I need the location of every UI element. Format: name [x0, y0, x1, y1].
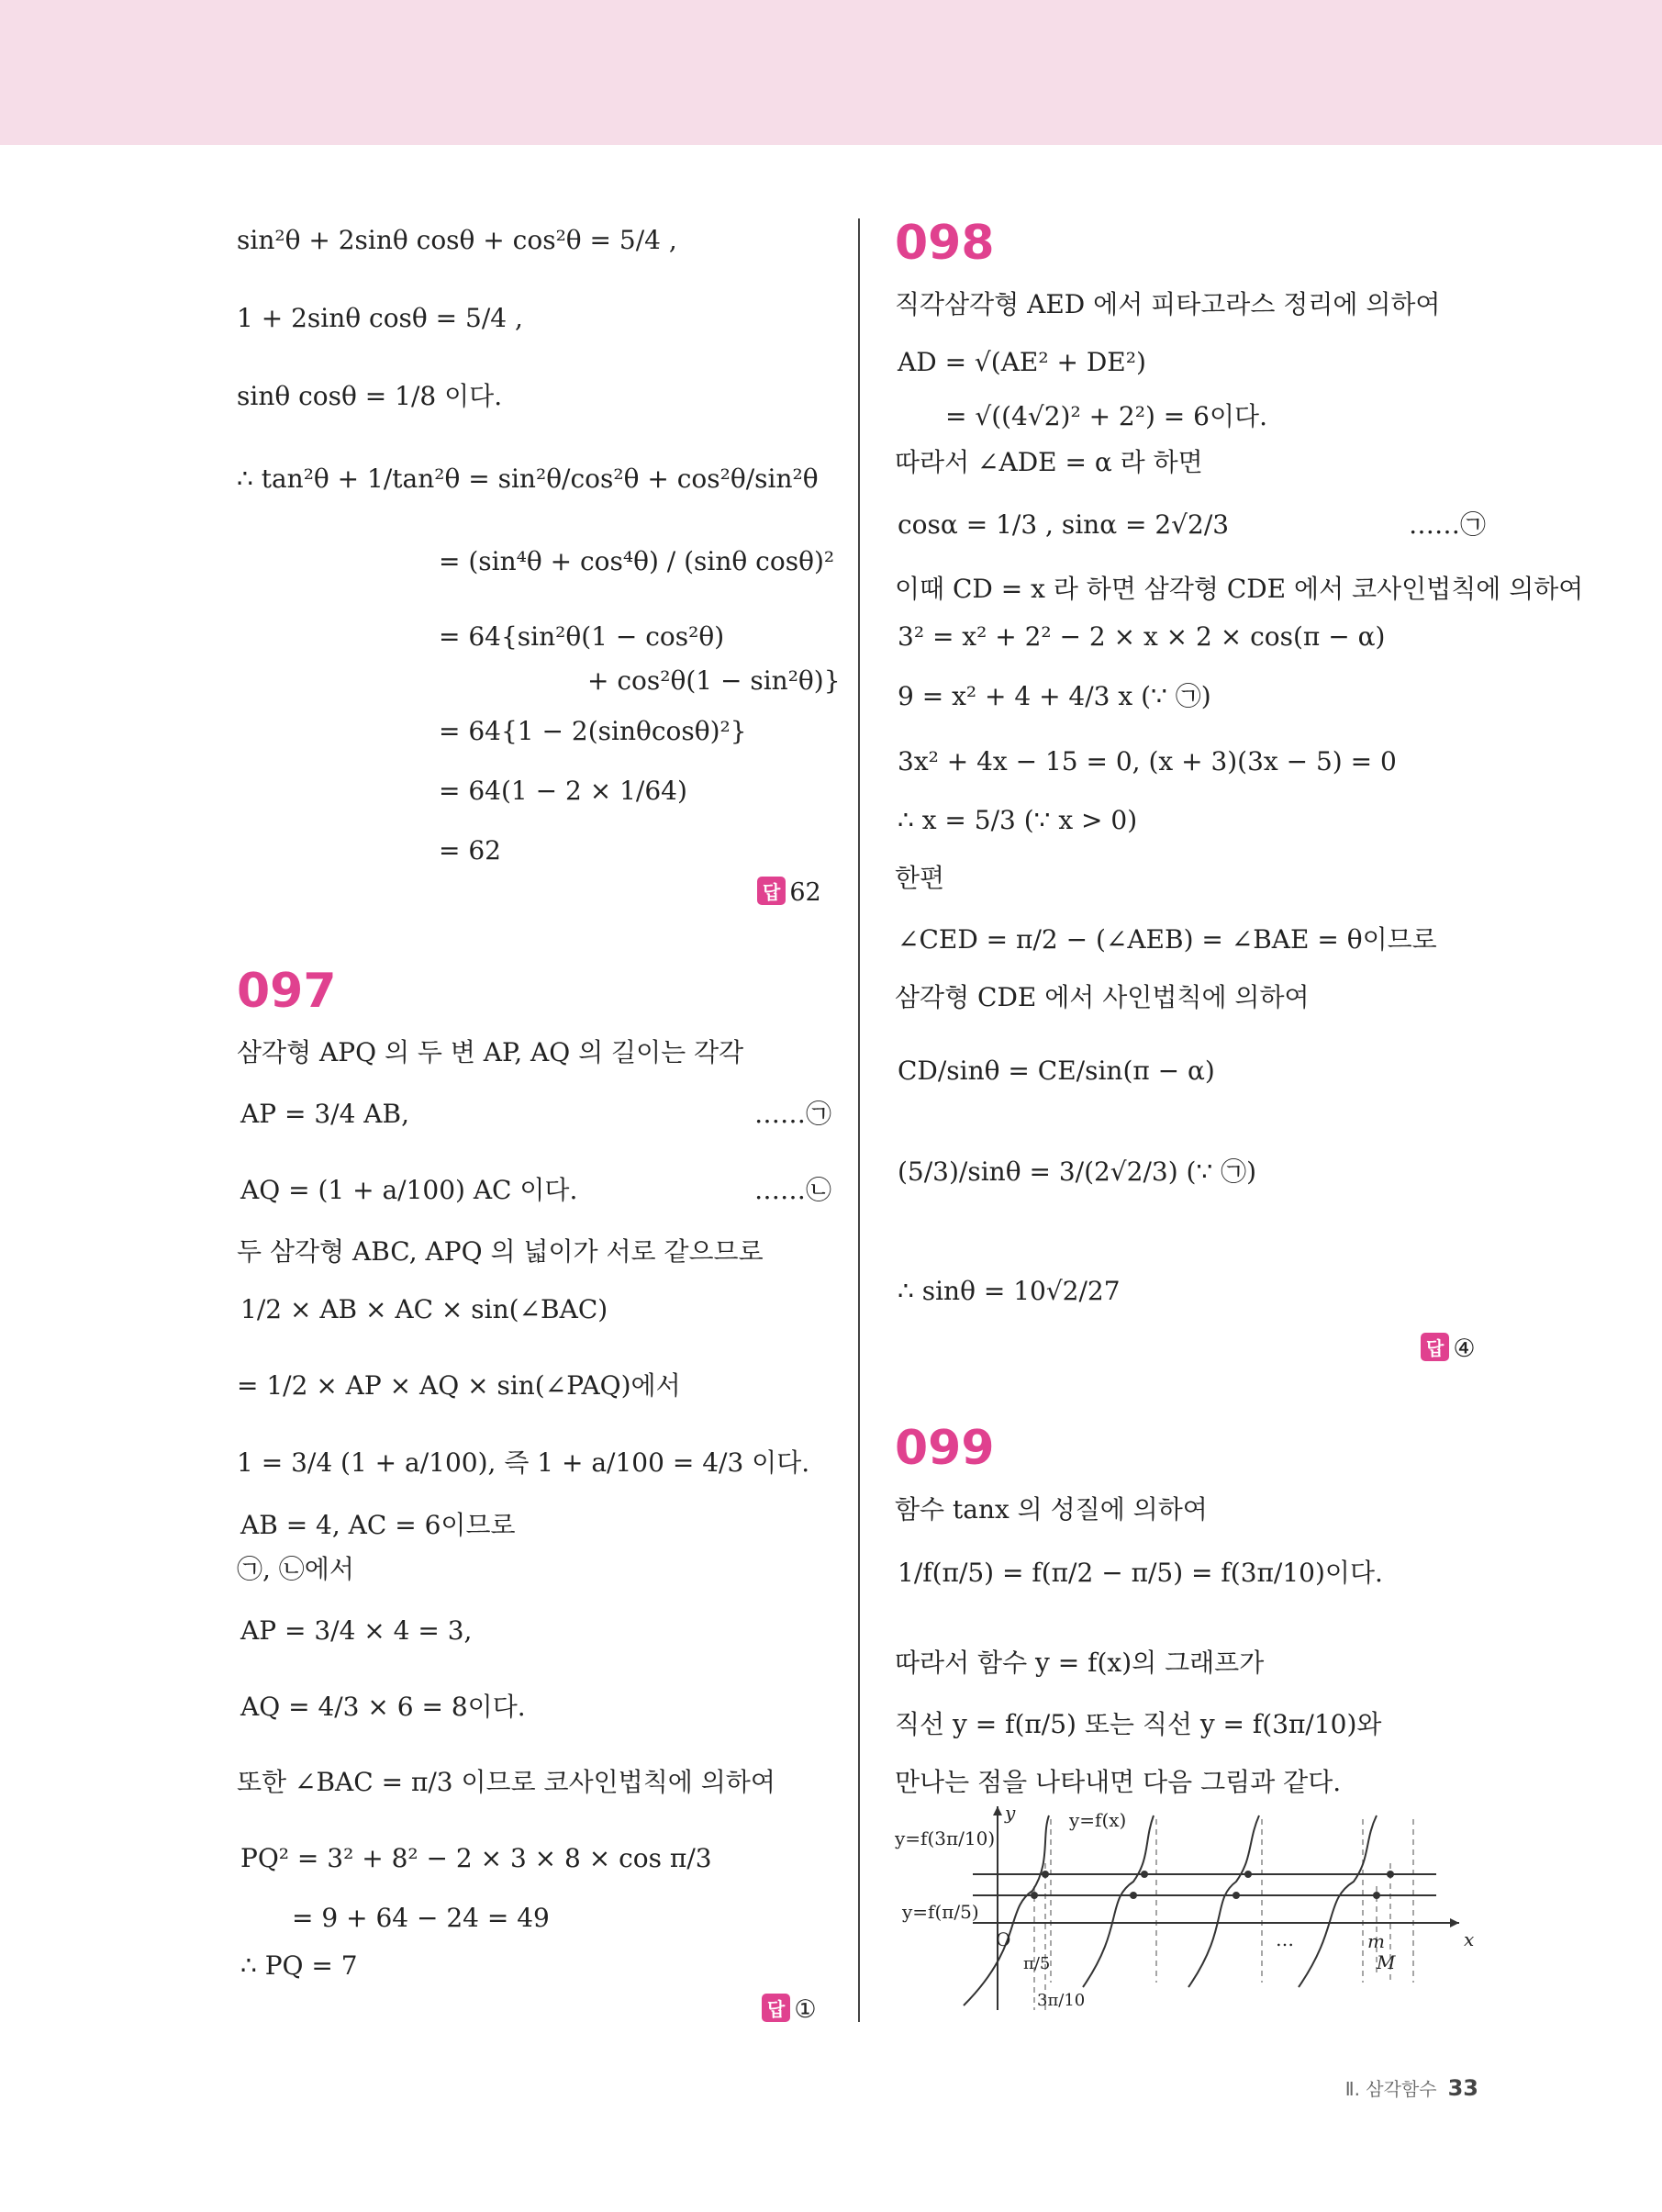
- text-line: 직각삼각형 AED 에서 피타고라스 정리에 의하여: [895, 289, 1441, 319]
- eq-line: AP = 3/4 AB,: [240, 1099, 409, 1129]
- intersection-point: [1141, 1871, 1148, 1878]
- eq-line: AQ = (1 + a/100) AC 이다.: [240, 1175, 578, 1205]
- intersection-point: [1042, 1871, 1049, 1878]
- page-number: 33: [1447, 2075, 1478, 2101]
- eq-line: = 64{sin²θ(1 − cos²θ): [439, 621, 725, 652]
- tick-pi-over-5: π/5: [1023, 1954, 1051, 1973]
- page-footer: [1345, 2074, 1478, 2101]
- eq-line: = 9 + 64 − 24 = 49: [292, 1903, 550, 1933]
- text-line: 이때 CD = x 라 하면 삼각형 CDE 에서 코사인법칙에 의하여: [895, 574, 1584, 604]
- answer-value: ④: [1453, 1335, 1476, 1363]
- eq-line: AB = 4, AC = 6이므로: [240, 1510, 516, 1540]
- eq-line: CD/sinθ = CE/sin(π − α): [898, 1056, 1215, 1086]
- y-arrow: [993, 1806, 1002, 1815]
- answer-097: [762, 1994, 817, 2024]
- eq-line: = 62: [439, 835, 501, 866]
- eq-line: cosα = 1/3 , sinα = 2√2/3: [898, 509, 1230, 540]
- eq-line: AP = 3/4 × 4 = 3,: [240, 1615, 473, 1646]
- intersection-point: [1130, 1892, 1137, 1899]
- x-arrow: [1450, 1918, 1459, 1927]
- origin-label: O: [996, 1928, 1011, 1950]
- eq-line: ∴ tan²θ + 1/tan²θ = sin²θ/cos²θ + cos²θ/sin²θ: [237, 464, 819, 494]
- big-m-label: M: [1377, 1951, 1396, 1973]
- answer-096: [757, 877, 821, 907]
- answer-label: 답: [762, 1994, 790, 2022]
- eq-line: 1/2 × AB × AC × sin(∠BAC): [240, 1294, 608, 1324]
- intersection-point: [1387, 1871, 1394, 1878]
- tan-curve: [1083, 1815, 1154, 1987]
- curve-label: y=f(x): [1069, 1809, 1127, 1831]
- text-line: 따라서 ∠ADE = α 라 하면: [895, 447, 1203, 477]
- text-line: ㉠, ㉡에서: [237, 1554, 354, 1584]
- text-line: 또한 ∠BAC = π/3 이므로 코사인법칙에 의하여: [237, 1767, 775, 1797]
- chapter-label: Ⅱ. 삼각함수: [1344, 2078, 1437, 2100]
- lower-line-label: y=f(π/5): [902, 1901, 979, 1923]
- text-line: 직선 y = f(π/5) 또는 직선 y = f(3π/10)와: [895, 1709, 1382, 1739]
- eq-line: 1 = 3/4 (1 + a/100), 즉 1 + a/100 = 4/3 이다.: [237, 1447, 810, 1478]
- eq-line: PQ² = 3² + 8² − 2 × 3 × 8 × cos π/3: [240, 1843, 712, 1873]
- column-divider: [858, 218, 860, 2022]
- eq-line: AD = √(AE² + DE²): [898, 347, 1146, 377]
- eq-line: = (sin⁴θ + cos⁴θ) / (sinθ cosθ)²: [439, 546, 835, 576]
- upper-line-label: y=f(3π/10): [895, 1827, 996, 1849]
- mark: ……㉠: [754, 1099, 832, 1129]
- m-label: m: [1367, 1930, 1385, 1952]
- intersection-point: [1031, 1892, 1038, 1899]
- text-line: 함수 tanx 의 성질에 의하여: [895, 1494, 1208, 1525]
- text-line: 따라서 함수 y = f(x)의 그래프가: [895, 1648, 1265, 1678]
- eq-line: = 64(1 − 2 × 1/64): [439, 776, 687, 806]
- header-band: [0, 0, 1662, 145]
- text-line: 두 삼각형 ABC, APQ 의 넓이가 서로 같으므로: [237, 1236, 764, 1267]
- answer-098: [1421, 1333, 1476, 1363]
- eq-line: ∠CED = π/2 − (∠AEB) = ∠BAE = θ이므로: [898, 924, 1437, 955]
- eq-line: (5/3)/sinθ = 3/(2√2/3) (∵ ㉠): [898, 1156, 1257, 1187]
- eq-line: 1 + 2sinθ cosθ = 5/4 ,: [237, 303, 523, 333]
- eq-line: ∴ PQ = 7: [240, 1950, 358, 1981]
- answer-label: 답: [757, 877, 786, 905]
- ellipsis: …: [1276, 1928, 1294, 1950]
- answer-value: 62: [789, 878, 821, 907]
- answer-label: 답: [1421, 1333, 1449, 1361]
- eq-line: sinθ cosθ = 1/8 이다.: [237, 381, 503, 411]
- tan-curve: [1299, 1815, 1377, 1987]
- eq-line: ∴ sinθ = 10√2/27: [898, 1276, 1121, 1306]
- intersection-point: [1233, 1892, 1240, 1899]
- eq-line: 1/f(π/5) = f(π/2 − π/5) = f(3π/10)이다.: [898, 1558, 1383, 1588]
- tan-graph: [895, 1799, 1482, 2033]
- eq-line: ∴ x = 5/3 (∵ x > 0): [898, 805, 1138, 835]
- eq-line: = 64{1 − 2(sinθcosθ)²}: [439, 716, 747, 746]
- text-line: 삼각형 APQ 의 두 변 AP, AQ 의 길이는 각각: [237, 1037, 744, 1067]
- y-label: y: [1005, 1802, 1016, 1824]
- problem-number-097: 097: [237, 964, 337, 1019]
- intersection-point: [1373, 1892, 1380, 1899]
- eq-line: = 1/2 × AP × AQ × sin(∠PAQ)에서: [237, 1370, 681, 1401]
- problem-number-098: 098: [895, 216, 995, 271]
- eq-line: AQ = 4/3 × 6 = 8이다.: [240, 1692, 526, 1722]
- text-line: 한편: [895, 863, 945, 893]
- mark: ……㉡: [754, 1175, 832, 1205]
- text-line: 삼각형 CDE 에서 사인법칙에 의하여: [895, 982, 1310, 1012]
- text-line: 만나는 점을 나타내면 다음 그림과 같다.: [895, 1767, 1342, 1797]
- tick-3pi-over-10: 3π/10: [1037, 1991, 1086, 2010]
- intersection-point: [1244, 1871, 1252, 1878]
- eq-line: 9 = x² + 4 + 4/3 x (∵ ㉠): [898, 681, 1211, 711]
- mark: ……㉠: [1409, 509, 1487, 540]
- answer-value: ①: [794, 1995, 817, 2024]
- problem-number-099: 099: [895, 1421, 995, 1476]
- eq-line: = √((4√2)² + 2²) = 6이다.: [945, 401, 1267, 431]
- eq-line: sin²θ + 2sinθ cosθ + cos²θ = 5/4 ,: [237, 225, 677, 255]
- eq-line: 3² = x² + 2² − 2 × x × 2 × cos(π − α): [898, 621, 1386, 652]
- eq-line: + cos²θ(1 − sin²θ)}: [587, 665, 841, 696]
- x-label: x: [1464, 1928, 1475, 1950]
- tan-curve: [1188, 1815, 1259, 1987]
- eq-line: 3x² + 4x − 15 = 0, (x + 3)(3x − 5) = 0: [898, 746, 1397, 776]
